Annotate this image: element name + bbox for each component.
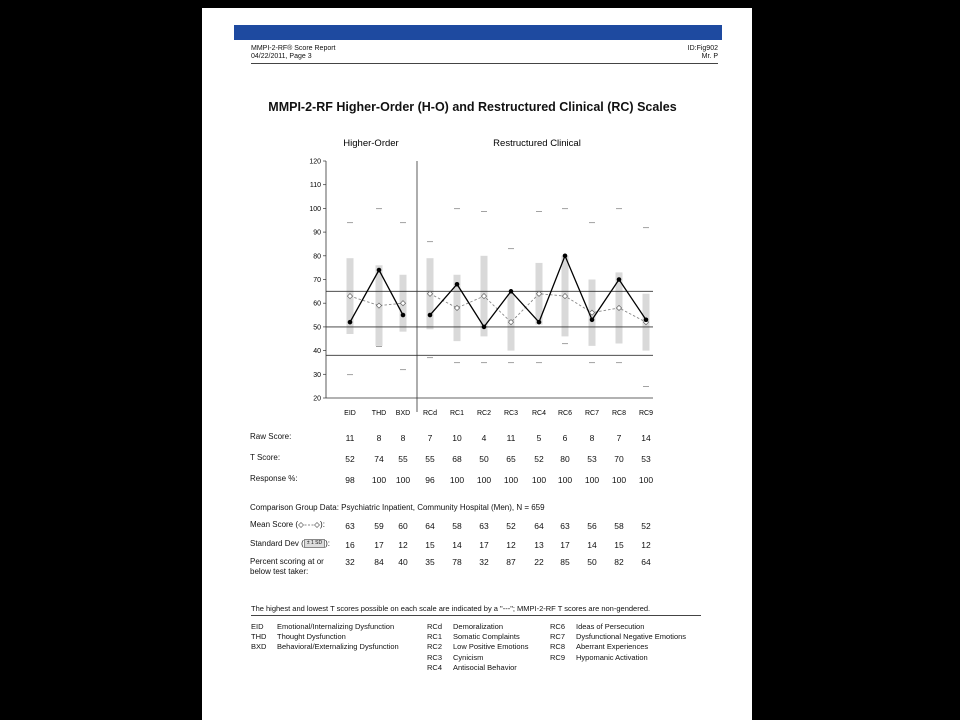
min-possible-mark-RC7: --- xyxy=(589,360,595,367)
t-score-cell-BXD: 55 xyxy=(398,454,408,464)
y-tick-label: 40 xyxy=(313,348,321,356)
mean-score-cell-RC7: 56 xyxy=(587,521,597,531)
percent-below-cell-RC4: 22 xyxy=(534,557,544,567)
raw-score-cell-RC1: 10 xyxy=(452,433,462,443)
raw-score-cell-RC4: 5 xyxy=(536,433,542,443)
standard-dev-cell-RC3: 12 xyxy=(506,540,516,550)
footnote-rule xyxy=(251,615,701,616)
legend-text: Hypomanic Activation xyxy=(576,652,648,662)
legend-abbr: RC1 xyxy=(427,632,443,642)
min-possible-mark-RC3: --- xyxy=(508,360,514,367)
legend-abbr: RC9 xyxy=(550,652,566,662)
max-possible-mark-RC3: --- xyxy=(508,246,514,253)
section-label-restructured-clinical: Restructured Clinical xyxy=(493,138,581,149)
legend-column-1 xyxy=(251,622,399,653)
x-tick-label-THD: THD xyxy=(371,410,387,417)
t-score-point-RCd xyxy=(428,313,433,318)
report-date-page: 04/22/2011, Page 3 xyxy=(251,53,312,60)
report-name: MMPI-2-RF® Score Report xyxy=(251,45,336,52)
max-possible-mark-EID: --- xyxy=(347,220,353,227)
y-tick-label: 50 xyxy=(313,324,321,332)
t-score-point-RC2 xyxy=(482,325,487,330)
min-possible-mark-BXD: --- xyxy=(400,367,406,374)
max-possible-mark-THD: --- xyxy=(376,206,382,213)
t-score-point-RC8 xyxy=(617,277,622,282)
client-id: ID:Fig902 xyxy=(687,45,718,52)
legend-text: Demoralization xyxy=(453,622,504,631)
raw-score-label: Raw Score: xyxy=(250,432,292,441)
legend-text: Somatic Complaints xyxy=(453,632,520,642)
x-tick-label-RC8: RC8 xyxy=(611,410,627,417)
t-score-label: T Score: xyxy=(250,453,281,462)
legend-item-RC3 xyxy=(427,653,528,663)
percent-below-cell-BXD: 40 xyxy=(398,557,408,567)
legend-text: Behavioral/Externalizing Dysfunction xyxy=(277,642,399,652)
legend-abbr: RC7 xyxy=(550,632,566,642)
legend-item-BXD xyxy=(251,642,399,652)
standard-dev-cell-EID: 16 xyxy=(345,540,355,550)
comparison-group-title: Comparison Group Data: Psychiatric Inpatient, Community Hospital (Men), N = 659 xyxy=(250,503,545,512)
mean-score-label xyxy=(250,520,325,529)
mean-score-cell-RC3: 52 xyxy=(506,521,516,531)
sd-box-icon: ± 1 SD xyxy=(304,539,325,548)
response-pct-cell-THD: 100 xyxy=(371,475,387,485)
sd-label xyxy=(250,539,330,548)
max-possible-mark-RC6: --- xyxy=(562,206,568,213)
legend-abbr: EID xyxy=(251,622,264,631)
mean-label-start: Mean Score ( xyxy=(250,520,299,529)
y-tick-label: 90 xyxy=(313,229,321,237)
standard-dev-cell-RC6: 17 xyxy=(560,540,570,550)
min-possible-mark-THD: --- xyxy=(376,343,382,350)
legend-abbr: RC2 xyxy=(427,642,443,652)
min-possible-mark-EID: --- xyxy=(347,372,353,379)
y-tick-label: 100 xyxy=(309,205,321,213)
max-possible-mark-RC2: --- xyxy=(481,208,487,215)
raw-score-cell-BXD: 8 xyxy=(400,433,406,443)
sd-label-end: ): xyxy=(325,539,330,548)
x-tick-label-BXD: BXD xyxy=(395,410,411,417)
percent-below-cell-RCd: 35 xyxy=(425,557,435,567)
raw-score-cell-RCd: 7 xyxy=(427,433,433,443)
legend-item-THD xyxy=(251,632,399,642)
raw-score-cell-RC2: 4 xyxy=(481,433,487,443)
response-pct-cell-RCd: 96 xyxy=(425,475,435,485)
response-pct-cell-RC1: 100 xyxy=(449,475,465,485)
mean-score-cell-BXD: 60 xyxy=(398,521,408,531)
raw-score-cell-RC7: 8 xyxy=(589,433,595,443)
t-score-point-THD xyxy=(377,268,382,273)
t-score-cell-RC7: 53 xyxy=(587,454,597,464)
t-score-point-RC6 xyxy=(563,254,568,259)
percent-below-cell-RC3: 87 xyxy=(506,557,516,567)
mean-score-cell-RC9: 52 xyxy=(641,521,651,531)
t-score-cell-RCd: 55 xyxy=(425,454,435,464)
legend-text: Low Positive Emotions xyxy=(453,642,529,652)
response-pct-cell-RC2: 100 xyxy=(476,475,492,485)
x-tick-label-RC7: RC7 xyxy=(584,410,600,417)
x-tick-label-RC2: RC2 xyxy=(476,410,492,417)
legend-text: Dysfunctional Negative Emotions xyxy=(576,632,687,642)
max-possible-mark-RC4: --- xyxy=(536,208,542,215)
t-score-cell-RC3: 65 xyxy=(506,454,516,464)
sd-label-start: Standard Dev ( xyxy=(250,539,304,548)
y-tick-label: 80 xyxy=(313,253,321,261)
standard-dev-cell-RC7: 14 xyxy=(587,540,597,550)
mean-score-cell-RC4: 64 xyxy=(534,521,544,531)
mean-score-cell-RC1: 58 xyxy=(452,521,462,531)
min-possible-mark-RCd: --- xyxy=(427,355,433,362)
response-pct-cell-RC6: 100 xyxy=(557,475,573,485)
min-possible-mark-RC2: --- xyxy=(481,360,487,367)
response-pct-cell-BXD: 100 xyxy=(395,475,411,485)
legend-text: Ideas of Persecution xyxy=(576,622,645,631)
t-score-point-RC1 xyxy=(455,282,460,287)
t-score-cell-EID: 52 xyxy=(345,454,355,464)
legend-item-RC8 xyxy=(550,642,686,652)
legend-column-2 xyxy=(427,622,528,673)
legend-item-RC9 xyxy=(550,653,686,663)
mean-score-cell-RC8: 58 xyxy=(614,521,624,531)
max-possible-mark-RC1: --- xyxy=(454,206,460,213)
y-tick-label: 30 xyxy=(313,371,321,379)
percent-label xyxy=(250,557,324,577)
min-possible-mark-RC4: --- xyxy=(536,360,542,367)
standard-dev-cell-RC9: 12 xyxy=(641,540,651,550)
legend-text: Antisocial Behavior xyxy=(453,662,517,672)
response-pct-cell-EID: 98 xyxy=(345,475,355,485)
raw-score-cell-RC3: 11 xyxy=(506,433,516,443)
max-possible-mark-RC9: --- xyxy=(643,225,649,232)
standard-dev-cell-RC8: 15 xyxy=(614,540,624,550)
mean-score-cell-RC2: 63 xyxy=(479,521,489,531)
legend-text: Cynicism xyxy=(453,652,484,662)
standard-dev-cell-RC4: 13 xyxy=(534,540,544,550)
mean-score-cell-RCd: 64 xyxy=(425,521,435,531)
legend-item-RC7 xyxy=(550,632,686,642)
percent-below-cell-EID: 32 xyxy=(345,557,355,567)
response-pct-cell-RC7: 100 xyxy=(584,475,600,485)
x-tick-label-RCd: RCd xyxy=(422,410,438,417)
t-score-cell-RC2: 50 xyxy=(479,454,489,464)
response-pct-cell-RC3: 100 xyxy=(503,475,519,485)
mean-score-cell-THD: 59 xyxy=(374,521,384,531)
percent-below-cell-RC6: 85 xyxy=(560,557,570,567)
t-score-point-RC9 xyxy=(644,317,649,322)
t-score-cell-RC4: 52 xyxy=(534,454,544,464)
response-pct-cell-RC9: 100 xyxy=(638,475,654,485)
standard-dev-cell-RCd: 15 xyxy=(425,540,435,550)
y-tick-label: 110 xyxy=(309,182,321,190)
mean-score-cell-EID: 63 xyxy=(345,521,355,531)
mean-score-cell-RC6: 63 xyxy=(560,521,570,531)
legend-text: Thought Dysfunction xyxy=(277,632,346,642)
legend-item-RCd xyxy=(427,622,528,632)
mean-label-end: ): xyxy=(320,520,325,529)
max-possible-mark-RC8: --- xyxy=(616,206,622,213)
legend-item-RC1 xyxy=(427,632,528,642)
percent-label-line2: below test taker: xyxy=(250,567,309,576)
page-title: MMPI-2-RF Higher-Order (H-O) and Restructured Clinical (RC) Scales xyxy=(268,100,677,114)
percent-below-cell-RC7: 50 xyxy=(587,557,597,567)
y-tick-label: 60 xyxy=(313,300,321,308)
section-label-higher-order: Higher-Order xyxy=(343,138,399,149)
percent-label-line1: Percent scoring at or xyxy=(250,557,324,566)
raw-score-cell-EID: 11 xyxy=(345,433,355,443)
max-possible-mark-BXD: --- xyxy=(400,220,406,227)
legend-column-3 xyxy=(550,622,686,663)
x-tick-label-RC1: RC1 xyxy=(449,410,465,417)
legend-item-RC4 xyxy=(427,663,528,673)
mean-marker-icon xyxy=(298,522,320,528)
percent-below-cell-RC1: 78 xyxy=(452,557,462,567)
min-possible-mark-RC1: --- xyxy=(454,360,460,367)
t-score-point-BXD xyxy=(401,313,406,318)
y-tick-label: 70 xyxy=(313,277,321,284)
t-score-point-RC7 xyxy=(590,317,595,322)
percent-below-cell-RC2: 32 xyxy=(479,557,489,567)
t-score-cell-RC8: 70 xyxy=(614,454,624,464)
min-possible-mark-RC8: --- xyxy=(616,360,622,367)
response-pct-cell-RC8: 100 xyxy=(611,475,627,485)
x-tick-label-RC3: RC3 xyxy=(503,410,519,417)
legend-item-RC6 xyxy=(550,622,686,632)
t-score-cell-RC1: 68 xyxy=(452,454,462,464)
legend-abbr: RC6 xyxy=(550,622,566,631)
legend-abbr: THD xyxy=(251,632,267,642)
response-label: Response %: xyxy=(250,474,298,483)
standard-dev-cell-BXD: 12 xyxy=(398,540,408,550)
percent-below-cell-THD: 84 xyxy=(374,557,384,567)
client-name: Mr. P xyxy=(701,53,718,60)
y-tick-label: 20 xyxy=(313,395,321,403)
legend-text: Aberrant Experiences xyxy=(576,642,649,652)
raw-score-cell-RC6: 6 xyxy=(562,433,568,443)
x-tick-label-RC9: RC9 xyxy=(638,410,654,417)
t-score-point-EID xyxy=(348,320,353,325)
response-pct-cell-RC4: 100 xyxy=(531,475,547,485)
x-tick-label-RC4: RC4 xyxy=(531,410,547,417)
legend-abbr: RC4 xyxy=(427,662,443,672)
legend-item-EID xyxy=(251,622,399,632)
legend-abbr: RC8 xyxy=(550,642,566,652)
raw-score-cell-RC9: 14 xyxy=(641,433,651,443)
standard-dev-cell-RC1: 14 xyxy=(452,540,462,550)
t-score-point-RC4 xyxy=(537,320,542,325)
legend-text: Emotional/Internalizing Dysfunction xyxy=(277,622,395,631)
max-possible-mark-RCd: --- xyxy=(427,239,433,246)
legend-item-RC2 xyxy=(427,642,528,652)
percent-below-cell-RC8: 82 xyxy=(614,557,624,567)
raw-score-cell-THD: 8 xyxy=(376,433,382,443)
min-possible-mark-RC9: --- xyxy=(643,384,649,391)
t-score-cell-THD: 74 xyxy=(374,454,384,464)
t-score-cell-RC9: 53 xyxy=(641,454,651,464)
footnote: The highest and lowest T scores possible on each scale are indicated by a "---"; MMPI-2-RF T scores are non-gendered. xyxy=(251,604,651,613)
t-score-point-RC3 xyxy=(509,289,514,294)
t-score-cell-RC6: 80 xyxy=(560,454,570,464)
raw-score-cell-RC8: 7 xyxy=(616,433,622,443)
x-tick-label-RC6: RC6 xyxy=(557,410,573,417)
max-possible-mark-RC7: --- xyxy=(589,220,595,227)
y-tick-label: 120 xyxy=(309,158,321,166)
percent-below-cell-RC9: 64 xyxy=(641,557,651,567)
legend-abbr: BXD xyxy=(251,642,267,652)
standard-dev-cell-RC2: 17 xyxy=(479,540,489,550)
legend-abbr: RCd xyxy=(427,622,443,631)
min-possible-mark-RC6: --- xyxy=(562,341,568,348)
standard-dev-cell-THD: 17 xyxy=(374,540,384,550)
legend-abbr: RC3 xyxy=(427,652,443,662)
x-tick-label-EID: EID xyxy=(344,410,356,417)
